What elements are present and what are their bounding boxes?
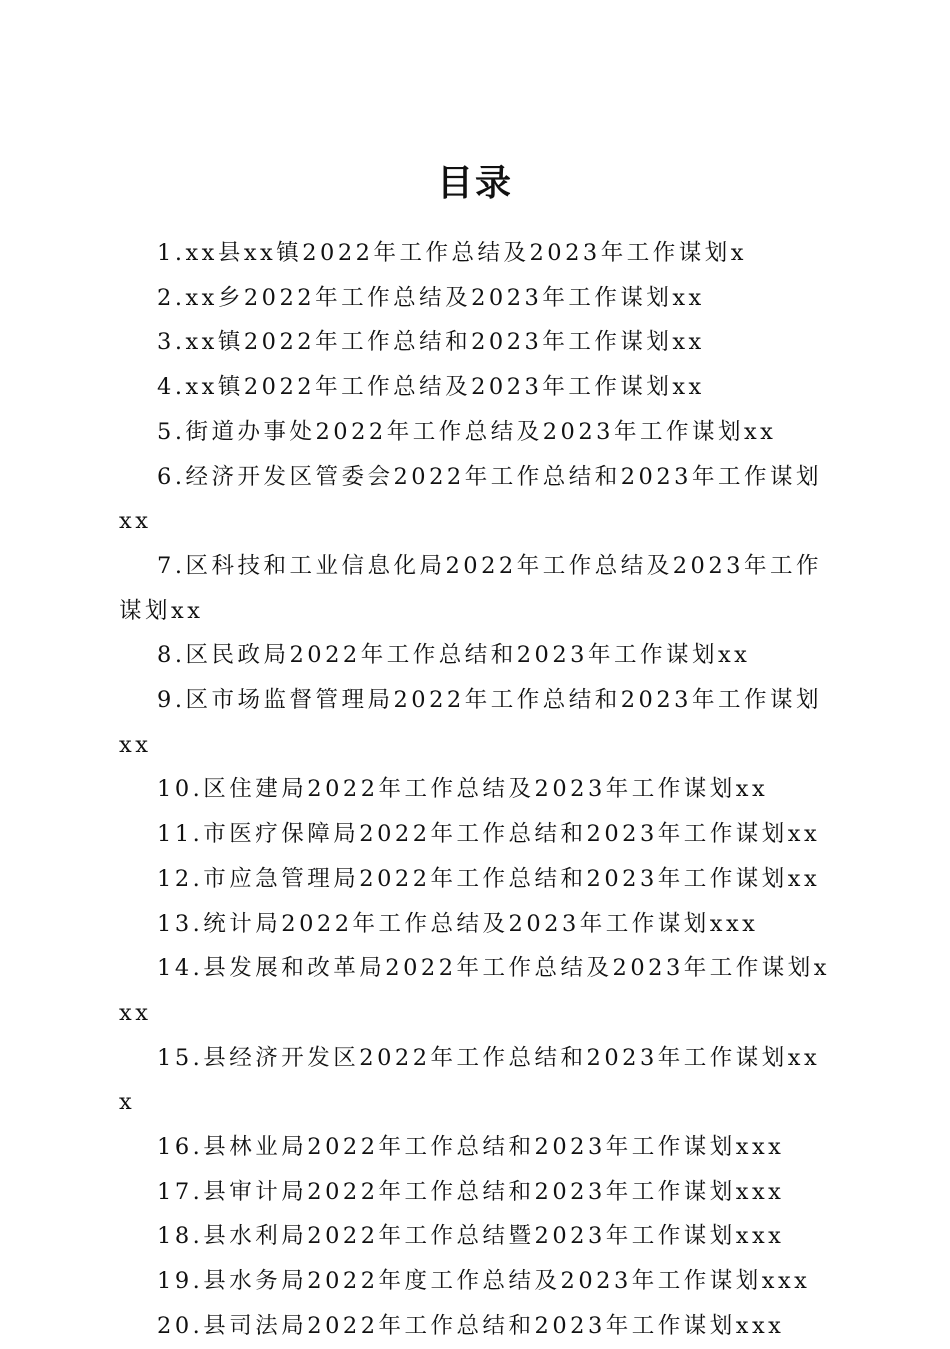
toc-item[interactable]: 6.经济开发区管委会2022年工作总结和2023年工作谋划xx xyxy=(119,463,822,535)
toc-item[interactable]: 1.xx县xx镇2022年工作总结及2023年工作谋划x xyxy=(157,240,747,266)
toc-item[interactable]: 15.县经济开发区2022年工作总结和2023年工作谋划xxx xyxy=(119,1044,821,1116)
toc-item[interactable]: 9.区市场监督管理局2022年工作总结和2023年工作谋划xx xyxy=(119,687,822,758)
toc-item[interactable]: 3.xx镇2022年工作总结和2023年工作谋划xx xyxy=(157,329,705,356)
toc-item[interactable]: 17.县审计局2022年工作总结和2023年工作谋划xxx xyxy=(157,1178,785,1205)
toc-item[interactable]: 10.区住建局2022年工作总结及2023年工作谋划xx xyxy=(157,776,769,803)
page-title: 目录 xyxy=(436,162,513,205)
toc-item[interactable]: 14.县发展和改革局2022年工作总结及2023年工作谋划xxx xyxy=(119,955,830,1026)
toc-item[interactable]: 5.街道办事处2022年工作总结及2023年工作谋划xx xyxy=(157,418,777,445)
toc-item[interactable]: 7.区科技和工业信息化局2022年工作总结及2023年工作谋划xx xyxy=(119,552,822,624)
toc-item[interactable]: 11.市医疗保障局2022年工作总结和2023年工作谋划xx xyxy=(157,821,821,848)
toc-item[interactable]: 18.县水利局2022年工作总结暨2023年工作谋划xxx xyxy=(157,1223,785,1250)
toc-item[interactable]: 2.xx乡2022年工作总结及2023年工作谋划xx xyxy=(157,284,705,311)
toc-item[interactable]: 12.市应急管理局2022年工作总结和2023年工作谋划xx xyxy=(157,865,821,892)
toc-item[interactable]: 20.县司法局2022年工作总结和2023年工作谋划xxx xyxy=(157,1312,785,1339)
toc-item[interactable]: 19.县水务局2022年度工作总结及2023年工作谋划xxx xyxy=(157,1268,811,1295)
toc-item[interactable]: 8.区民政局2022年工作总结和2023年工作谋划xx xyxy=(157,642,751,669)
toc-item[interactable]: 13.统计局2022年工作总结及2023年工作谋划xxx xyxy=(157,910,759,937)
toc-item[interactable]: 4.xx镇2022年工作总结及2023年工作谋划xx xyxy=(157,374,705,401)
toc-item[interactable]: 16.县林业局2022年工作总结和2023年工作谋划xxx xyxy=(157,1134,785,1161)
table-of-contents xyxy=(119,231,831,1349)
